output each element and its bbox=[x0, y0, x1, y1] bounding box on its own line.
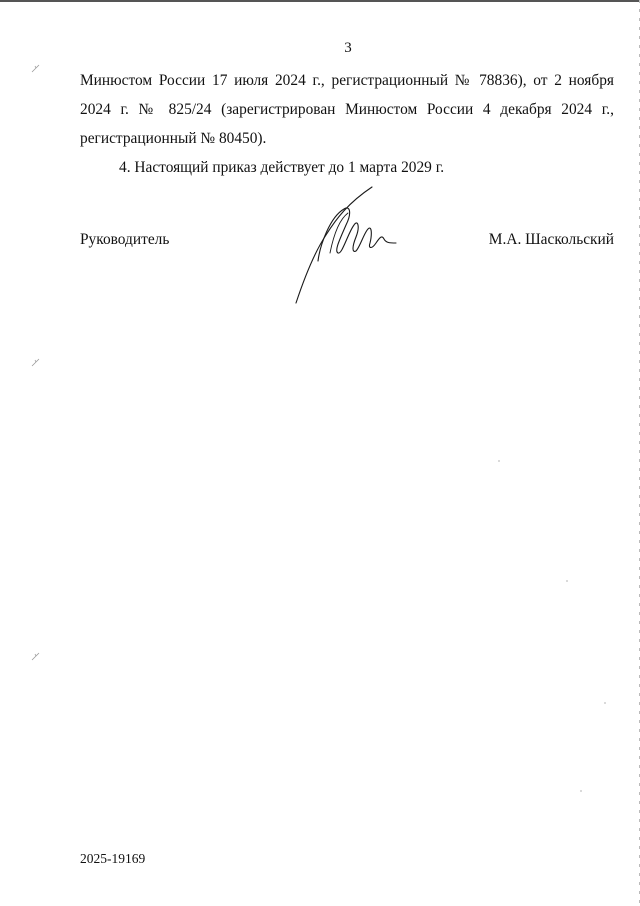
scan-speck bbox=[498, 460, 500, 462]
signatory-name: М.А. Шаскольский bbox=[488, 231, 614, 248]
scan-top-edge bbox=[0, 0, 640, 2]
punch-mark-bottom bbox=[30, 650, 42, 662]
paragraph-line: регистрационный № 80450). bbox=[80, 130, 267, 147]
handwritten-signature bbox=[290, 183, 400, 305]
paragraph-continuation bbox=[80, 66, 614, 153]
document-id: 2025-19169 bbox=[80, 851, 146, 866]
scan-speck bbox=[566, 580, 568, 582]
page-number: 3 bbox=[344, 40, 352, 56]
scan-speck bbox=[604, 702, 606, 704]
paragraph-line: 2024 г. № 825/24 (зарегистрирован Минюстом России 4 декабря 2024 г., bbox=[80, 101, 614, 118]
punch-mark-top bbox=[30, 62, 42, 74]
paragraph-effective-date: 4. Настоящий приказ действует до 1 марта 2029 г. bbox=[119, 159, 445, 176]
scan-speck bbox=[580, 790, 582, 792]
punch-mark-middle bbox=[30, 356, 42, 368]
paragraph-line: Минюстом России 17 июля 2024 г., регистрационный № 78836), от 2 ноября bbox=[80, 72, 614, 89]
signatory-title: Руководитель bbox=[80, 231, 170, 248]
